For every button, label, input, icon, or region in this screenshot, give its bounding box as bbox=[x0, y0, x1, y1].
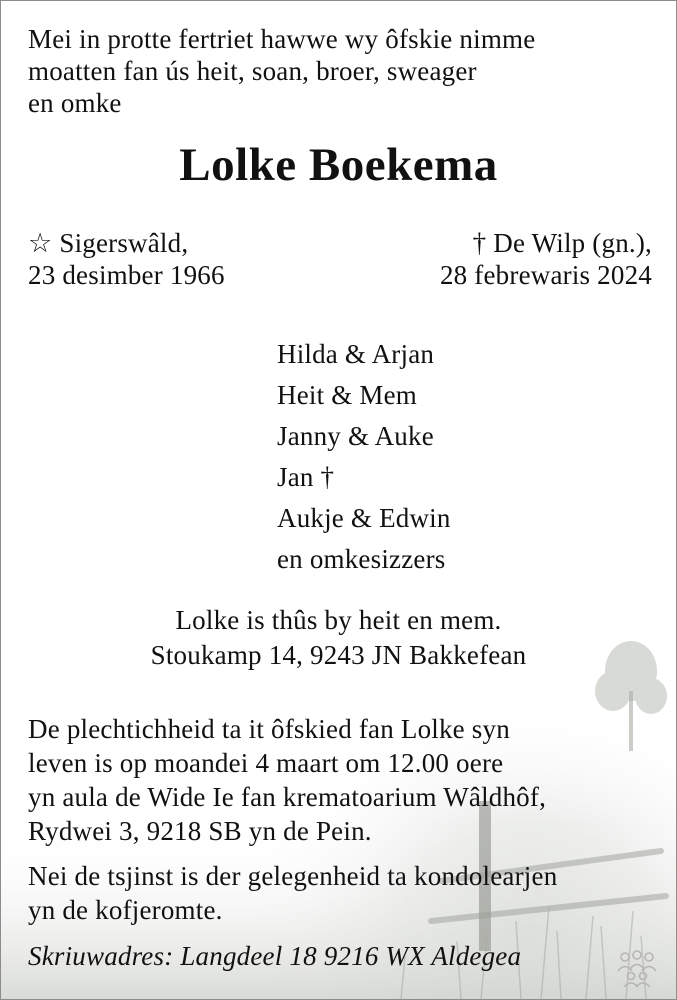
service-info bbox=[28, 712, 546, 848]
family-member: Heit & Mem bbox=[277, 380, 417, 410]
condolence-line: yn de kofjeromte. bbox=[28, 895, 223, 925]
correspondence-address: Skriuwadres: Langdeel 18 9216 WX Aldegea bbox=[28, 941, 522, 971]
family-member: Janny & Auke bbox=[277, 421, 434, 451]
deceased-name: Lolke Boekema bbox=[179, 139, 498, 191]
birth-place: ☆ Sigerswâld, bbox=[28, 228, 189, 258]
service-line: leven is op moandei 4 maart om 12.00 oere bbox=[28, 748, 504, 778]
home-line: Lolke is thûs by heit en mem. bbox=[175, 605, 502, 635]
intro-line: en omke bbox=[28, 88, 122, 118]
home-line: Stoukamp 14, 9243 JN Bakkefean bbox=[150, 640, 527, 670]
birth-info bbox=[28, 227, 225, 291]
intro-line: moatten fan ús heit, soan, broer, sweager bbox=[28, 56, 477, 86]
death-place: † De Wilp (gn.), bbox=[472, 228, 652, 258]
family-list bbox=[277, 334, 451, 580]
birth-date: 23 desimber 1966 bbox=[28, 260, 225, 290]
intro-line: Mei in protte fertriet hawwe wy ôfskie nimme bbox=[28, 24, 536, 54]
death-date: 28 febrewaris 2024 bbox=[439, 260, 652, 290]
intro-text bbox=[28, 23, 535, 119]
family-member: Jan † bbox=[277, 462, 335, 492]
family-member: Aukje & Edwin bbox=[277, 503, 451, 533]
home-address bbox=[1, 603, 676, 673]
family-member: Hilda & Arjan bbox=[277, 339, 435, 369]
condolence-info bbox=[28, 859, 557, 927]
service-line: Rydwei 3, 9218 SB yn de Pein. bbox=[28, 816, 372, 846]
death-info bbox=[440, 227, 652, 291]
people-group-logo-icon bbox=[612, 947, 662, 987]
family-member: en omkesizzers bbox=[277, 544, 446, 574]
service-line: De plechtichheid ta it ôfskied fan Lolke syn bbox=[28, 714, 510, 744]
service-line: yn aula de Wide Ie fan krematoarium Wâldhôf, bbox=[28, 782, 547, 812]
condolence-line: Nei de tsjinst is der gelegenheid ta kondolearjen bbox=[28, 861, 558, 891]
